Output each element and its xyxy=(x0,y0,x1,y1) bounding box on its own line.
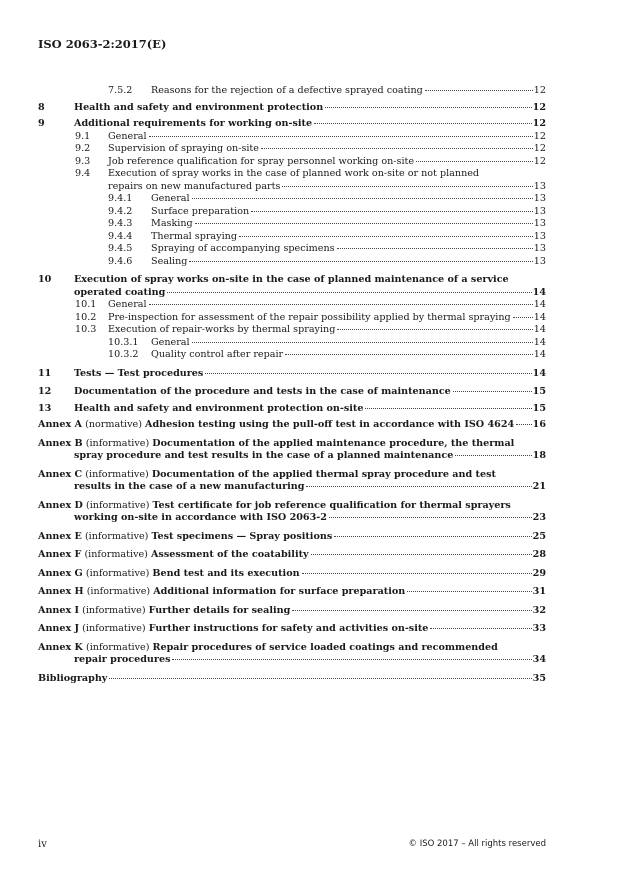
toc-title-start: Execution of spray works on-site in the case of planned maintenance of a service xyxy=(74,274,509,285)
toc-page-number: 14 xyxy=(533,324,546,335)
toc-annex-entry[interactable] xyxy=(38,642,546,667)
document-id: ISO 2063-2:2017(E) xyxy=(38,37,167,51)
toc-page-number: 18 xyxy=(532,450,546,461)
dot-leader xyxy=(430,628,531,629)
toc-subclause-entry[interactable] xyxy=(38,337,546,350)
toc-subclause-entry[interactable] xyxy=(38,243,546,256)
toc-page-number: 13 xyxy=(533,243,546,254)
toc-title: Adhesion testing using the pull-off test in accordance with ISO 4624 xyxy=(145,419,515,430)
toc-page-number: 14 xyxy=(533,336,546,348)
annex-kind: (informative) xyxy=(82,604,146,616)
toc-subclause-entry[interactable] xyxy=(38,168,546,193)
toc-title: Supervision of spraying on-site xyxy=(108,143,259,154)
toc-number: 9.4.1 xyxy=(108,193,133,204)
toc-title: Sealing xyxy=(151,255,188,267)
toc-subclause-entry[interactable] xyxy=(38,324,546,337)
toc-subclause-entry[interactable] xyxy=(38,218,546,231)
toc-title: Quality control after repair xyxy=(151,349,284,360)
toc-title: Health and safety and environment protection xyxy=(74,101,324,113)
dot-leader xyxy=(334,536,531,537)
toc-page-number: 14 xyxy=(532,367,546,379)
toc-title: Masking xyxy=(151,218,193,229)
toc-number: 10.3 xyxy=(75,324,97,335)
annex-kind: (informative) xyxy=(85,641,150,653)
toc-subclause-entry[interactable] xyxy=(38,299,546,312)
dot-leader xyxy=(407,591,531,592)
toc-page-number: 16 xyxy=(532,419,546,430)
toc-annex-entry[interactable] xyxy=(38,623,546,636)
toc-subclause-entry[interactable] xyxy=(38,256,546,269)
annex-label: Annex H xyxy=(38,586,84,597)
annex-label: Annex K xyxy=(38,641,83,653)
annex-label: Annex E xyxy=(38,530,82,542)
dot-leader xyxy=(239,236,533,237)
dot-leader xyxy=(365,408,531,409)
toc-title-start: Documentation of the applied thermal spray procedure and test xyxy=(151,468,496,480)
toc-subclause-entry[interactable] xyxy=(38,143,546,156)
toc-subclause-entry[interactable] xyxy=(38,349,546,362)
toc-number: 7.5.2 xyxy=(108,85,133,96)
annex-label: Annex J xyxy=(38,623,80,634)
toc-title: Spraying of accompanying specimens xyxy=(151,243,335,254)
toc-number: 9.1 xyxy=(75,130,91,142)
toc-annex-entry[interactable] xyxy=(38,605,546,618)
toc-title-start: Repair procedures of service loaded coatings and recommended xyxy=(152,641,498,653)
toc-subclause-entry[interactable] xyxy=(38,156,546,169)
toc-number: 8 xyxy=(38,101,45,113)
toc-title: General xyxy=(151,336,190,348)
toc-annex-entry[interactable] xyxy=(38,500,546,525)
toc-annex-entry[interactable] xyxy=(38,419,546,432)
dot-leader xyxy=(149,136,533,137)
toc-annex-entry[interactable] xyxy=(38,549,546,562)
dot-leader xyxy=(425,90,533,91)
toc-clause-entry[interactable] xyxy=(38,102,546,115)
toc-title: Pre-inspection for assessment of the repair possibility applied by thermal spraying xyxy=(108,311,511,323)
toc-page-number: 35 xyxy=(532,672,546,684)
toc-title: operated coating xyxy=(74,286,166,298)
toc-number: 10.1 xyxy=(75,299,97,310)
toc-title: Documentation of the procedure and tests in the case of maintenance xyxy=(74,386,451,397)
annex-kind: (informative) xyxy=(85,567,150,579)
toc-number: 9.4.3 xyxy=(108,218,133,229)
annex-label: Annex C xyxy=(38,468,83,480)
toc-number: 10.3.1 xyxy=(108,336,139,348)
dot-leader xyxy=(302,573,532,574)
annex-kind: (informative) xyxy=(85,499,150,511)
toc-title: Health and safety and environment protection on-site xyxy=(74,402,364,414)
toc-clause-entry[interactable] xyxy=(38,118,546,131)
annex-kind: (informative) xyxy=(85,468,149,480)
toc-number: 9.4.6 xyxy=(108,255,133,267)
toc-page-number: 12 xyxy=(533,130,546,142)
toc-number: 10 xyxy=(38,274,52,285)
toc-title: General xyxy=(108,299,147,310)
toc-page-number: 14 xyxy=(532,286,546,298)
dot-leader xyxy=(205,373,531,374)
toc-title: spray procedure and test results in the case of a planned maintenance xyxy=(74,450,454,461)
page-number: iv xyxy=(38,839,47,850)
toc-title-start: Execution of spray works in the case of planned work on-site or not planned xyxy=(108,168,480,179)
toc-title: Test specimens — Spray positions xyxy=(151,530,333,542)
dot-leader xyxy=(306,486,531,487)
annex-kind: (informative) xyxy=(84,549,148,560)
dot-leader xyxy=(192,342,533,343)
toc-subclause-entry[interactable] xyxy=(38,231,546,244)
toc-page-number: 29 xyxy=(532,567,546,579)
toc-annex-entry[interactable] xyxy=(38,586,546,599)
dot-leader xyxy=(314,123,532,124)
dot-leader xyxy=(455,455,531,456)
toc-number: 9.4 xyxy=(75,168,91,179)
toc-number: 11 xyxy=(38,367,52,379)
dot-leader xyxy=(337,329,532,330)
dot-leader xyxy=(292,610,531,611)
toc-number: 9.3 xyxy=(75,155,91,167)
toc-page-number: 12 xyxy=(533,85,546,96)
toc-page-number: 25 xyxy=(532,530,546,542)
toc-number: 13 xyxy=(38,402,52,414)
dot-leader xyxy=(282,186,532,187)
toc-annex-entry[interactable] xyxy=(38,531,546,544)
toc-clause-entry[interactable] xyxy=(38,673,546,686)
toc-clause-entry[interactable] xyxy=(38,403,546,416)
toc-title: Thermal spraying xyxy=(151,230,237,242)
annex-label: Annex D xyxy=(38,499,83,511)
toc-page-number: 13 xyxy=(533,230,546,242)
dot-leader xyxy=(167,292,531,293)
toc-page-number: 23 xyxy=(532,512,546,523)
toc-title: General xyxy=(108,130,147,142)
toc-title: Additional requirements for working on-site xyxy=(74,118,313,129)
toc-clause-entry[interactable] xyxy=(38,274,546,299)
annex-label: Annex G xyxy=(38,567,83,579)
toc-title-start: Test certificate for job reference qualification for thermal sprayers xyxy=(152,499,511,511)
dot-leader xyxy=(261,148,533,149)
toc-annex-entry[interactable] xyxy=(38,469,546,494)
toc-title: Bend test and its execution xyxy=(152,567,300,579)
dot-leader xyxy=(416,161,533,162)
toc-page-number: 13 xyxy=(533,180,546,192)
toc-page-number: 14 xyxy=(533,311,546,323)
toc-title: results in the case of a new manufacturing xyxy=(74,481,305,492)
dot-leader xyxy=(311,554,532,555)
dot-leader xyxy=(192,198,533,199)
toc-number: 10.2 xyxy=(75,311,97,323)
dot-leader xyxy=(251,211,533,212)
toc-title: Surface preparation xyxy=(151,205,250,217)
toc-title: Further details for sealing xyxy=(148,604,291,616)
toc-page-number: 13 xyxy=(533,205,546,217)
dot-leader xyxy=(325,107,531,108)
toc-title: General xyxy=(151,193,190,204)
toc-subclause-entry[interactable] xyxy=(38,193,546,206)
dot-leader xyxy=(513,317,533,318)
toc-page-number: 33 xyxy=(532,623,546,634)
dot-leader xyxy=(516,424,531,425)
toc-title: repair procedures xyxy=(74,654,171,665)
toc-title: Job reference qualification for spray personnel working on-site xyxy=(108,155,415,167)
toc-title: working on-site in accordance with ISO 2063-2 xyxy=(74,512,327,523)
toc-page-number: 13 xyxy=(533,218,546,229)
toc-number: 9.2 xyxy=(75,143,91,154)
annex-kind: (normative) xyxy=(85,419,142,430)
toc-clause-entry[interactable] xyxy=(38,386,546,399)
copyright-notice: © ISO 2017 – All rights reserved xyxy=(408,839,546,849)
annex-label: Annex I xyxy=(38,604,80,616)
toc-number: 10.3.2 xyxy=(108,349,139,360)
toc-annex-entry[interactable] xyxy=(38,568,546,581)
toc-number: 9.4.2 xyxy=(108,205,133,217)
toc-page-number: 12 xyxy=(532,118,546,129)
dot-leader xyxy=(149,304,533,305)
toc-subclause-entry[interactable] xyxy=(38,312,546,325)
toc-title: Reasons for the rejection of a defective sprayed coating xyxy=(151,85,423,96)
toc-page-number: 12 xyxy=(533,155,546,167)
toc-number: 9 xyxy=(38,118,45,129)
toc-subclause-entry[interactable] xyxy=(38,206,546,219)
toc-number: 9.4.5 xyxy=(108,243,133,254)
toc-page-number: 13 xyxy=(533,255,546,267)
annex-kind: (informative) xyxy=(82,623,146,634)
toc-title: repairs on new manufactured parts xyxy=(108,180,281,192)
toc-page-number: 28 xyxy=(532,549,546,560)
toc-title: Further instructions for safety and activities on-site xyxy=(148,623,429,634)
annex-kind: (informative) xyxy=(85,437,150,449)
dot-leader xyxy=(172,659,531,660)
toc-clause-entry[interactable] xyxy=(38,368,546,381)
toc-title: Execution of repair-works by thermal spraying xyxy=(108,324,336,335)
annex-kind: (informative) xyxy=(86,586,151,597)
toc-number: 9.4.4 xyxy=(108,230,133,242)
toc-page-number: 31 xyxy=(532,586,546,597)
toc-page-number: 14 xyxy=(533,349,546,360)
dot-leader xyxy=(337,248,533,249)
toc-subclause-entry[interactable] xyxy=(38,131,546,144)
toc-title: Tests — Test procedures xyxy=(74,367,204,379)
toc-page-number: 14 xyxy=(533,299,546,310)
toc-page-number: 12 xyxy=(533,143,546,154)
annex-label: Annex F xyxy=(38,549,82,560)
toc-page-number: 12 xyxy=(532,101,546,113)
toc-title: Assessment of the coatability xyxy=(150,549,309,560)
toc-title-start: Documentation of the applied maintenance procedure, the thermal xyxy=(152,437,515,449)
toc-subclause-entry[interactable] xyxy=(38,85,546,98)
toc-page-number: 32 xyxy=(532,604,546,616)
toc-page-number: 34 xyxy=(532,654,546,665)
dot-leader xyxy=(329,517,532,518)
toc-title: Bibliography xyxy=(38,672,108,684)
toc-title: Additional information for surface preparation xyxy=(153,586,406,597)
toc-page-number: 15 xyxy=(532,386,546,397)
dot-leader xyxy=(453,391,532,392)
toc-page-number: 21 xyxy=(532,481,546,492)
toc-number: 12 xyxy=(38,386,52,397)
dot-leader xyxy=(285,354,533,355)
dot-leader xyxy=(195,223,533,224)
annex-label: Annex B xyxy=(38,437,83,449)
toc-page-number: 15 xyxy=(532,402,546,414)
table-of-contents xyxy=(38,85,546,685)
annex-kind: (informative) xyxy=(84,530,149,542)
toc-page-number: 13 xyxy=(533,193,546,204)
annex-label: Annex A xyxy=(38,419,83,430)
dot-leader xyxy=(189,261,532,262)
dot-leader xyxy=(109,678,531,679)
toc-annex-entry[interactable] xyxy=(38,438,546,463)
